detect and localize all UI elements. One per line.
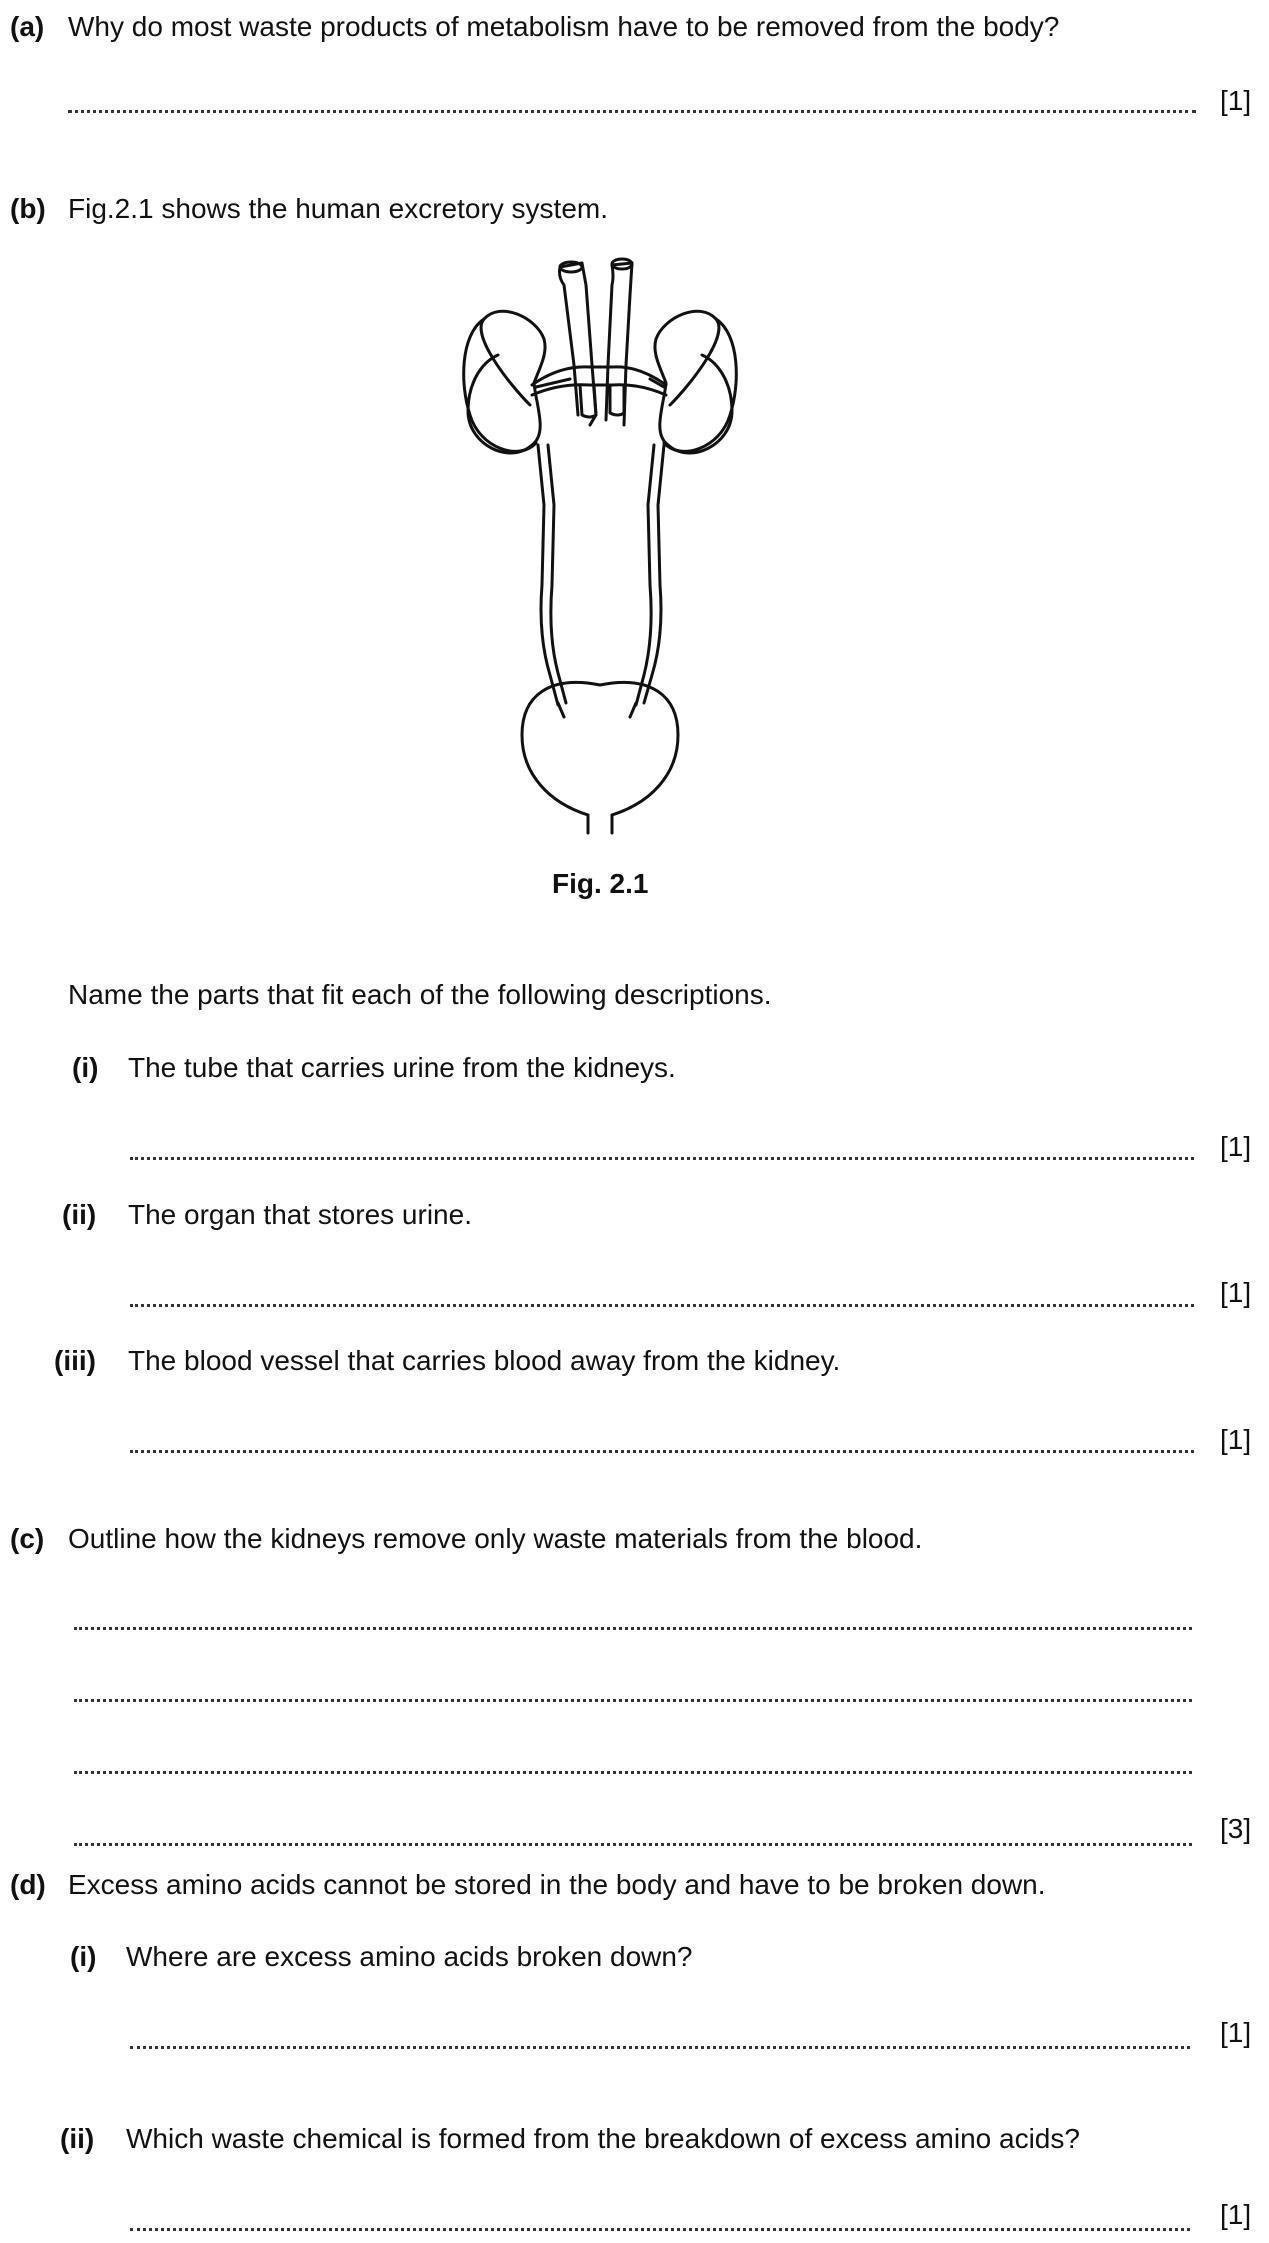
part-d-ii-label: (ii) [60,2123,95,2154]
part-b-label: (b) [10,193,46,224]
part-b-ii-mark: [1] [1220,1277,1252,1308]
part-c-answer-line-4[interactable] [74,1843,1192,1846]
part-b-iii-label: (iii) [54,1345,96,1376]
part-d-ii-mark: [1] [1220,2199,1252,2230]
part-d-intro: Excess amino acids cannot be stored in the body and have to be broken down. [68,1869,1046,1900]
part-b-i-label: (i) [72,1052,99,1083]
part-b-ii-text: The organ that stores urine. [128,1199,472,1230]
part-a-question: Why do most waste products of metabolism have to be removed from the body? [68,11,1060,42]
part-c-answer-line-2[interactable] [74,1699,1192,1702]
part-b-ii-answer-line[interactable] [130,1304,1194,1307]
part-d-label: (d) [10,1869,46,1900]
part-c-mark: [3] [1220,1813,1252,1844]
part-c-answer-line-1[interactable] [74,1627,1192,1630]
part-d-ii-answer-line[interactable] [130,2228,1190,2231]
part-d-i-text: Where are excess amino acids broken down? [126,1941,693,1972]
part-a-answer-line[interactable] [68,110,1196,113]
part-a-label: (a) [10,11,45,42]
part-b-ii-label: (ii) [62,1199,97,1230]
urethra [588,815,612,833]
right-ureter [636,445,654,705]
part-c-label: (c) [10,1523,45,1554]
part-d-i-mark: [1] [1220,2017,1252,2048]
part-b-i-mark: [1] [1220,1131,1252,1162]
figure-caption: Fig. 2.1 [552,868,649,899]
excretory-system-diagram [440,255,760,835]
vena-cava [612,263,632,425]
part-c-question: Outline how the kidneys remove only waste materials from the blood. [68,1523,923,1554]
part-d-i-answer-line[interactable] [130,2046,1190,2049]
part-b-iii-text: The blood vessel that carries blood away from the kidney. [128,1345,841,1376]
part-b-intro: Fig.2.1 shows the human excretory system. [68,193,608,224]
part-b-i-answer-line[interactable] [130,1157,1194,1160]
part-b-instruction: Name the parts that fit each of the following descriptions. [68,979,772,1010]
part-d-i-label: (i) [70,1941,97,1972]
bladder [522,682,678,830]
part-d-ii-text: Which waste chemical is formed from the breakdown of excess amino acids? [126,2123,1080,2154]
part-a-mark: [1] [1220,85,1252,116]
part-b-iii-answer-line[interactable] [130,1450,1194,1453]
part-c-answer-line-3[interactable] [74,1771,1192,1774]
part-b-i-text: The tube that carries urine from the kidneys. [128,1052,676,1083]
part-b-iii-mark: [1] [1220,1424,1252,1455]
